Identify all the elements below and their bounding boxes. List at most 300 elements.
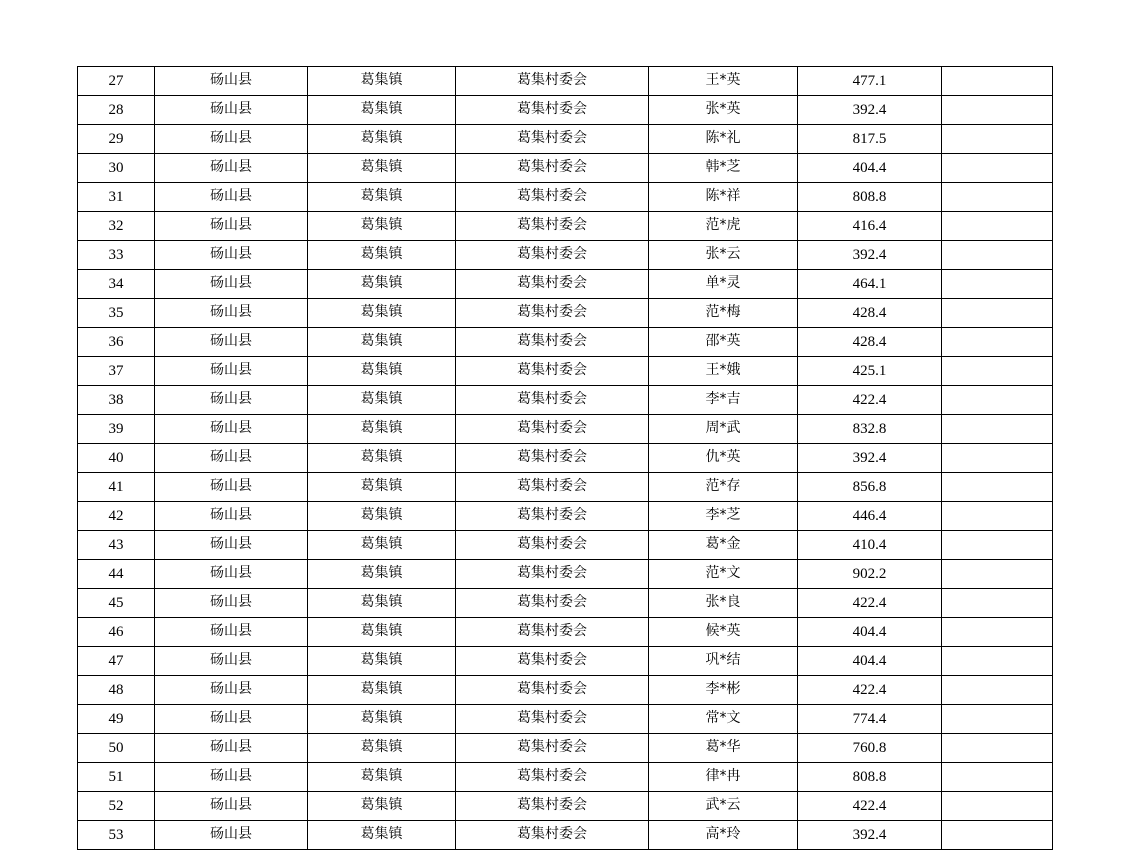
cell-amount <box>798 212 942 241</box>
cell-note <box>942 444 1053 473</box>
cell-text-name: 候*英 <box>705 623 741 640</box>
cell-note <box>942 589 1053 618</box>
table-row <box>78 473 1053 502</box>
cell-village <box>456 676 649 705</box>
cell-text-index: 51 <box>108 768 124 785</box>
cell-amount <box>798 241 942 270</box>
cell-text-name: 陈*祥 <box>705 188 741 205</box>
cell-text-village: 葛集村委会 <box>517 652 587 669</box>
cell-town <box>308 299 456 328</box>
cell-note <box>942 792 1053 821</box>
cell-text-village: 葛集村委会 <box>517 275 587 292</box>
cell-text-town: 葛集镇 <box>360 275 403 292</box>
cell-note <box>942 125 1053 154</box>
cell-amount <box>798 560 942 589</box>
cell-county <box>155 357 308 386</box>
cell-note <box>942 647 1053 676</box>
cell-name <box>649 241 798 270</box>
table-row <box>78 125 1053 154</box>
cell-text-town: 葛集镇 <box>360 449 403 466</box>
cell-text-amount: 446.4 <box>852 507 887 524</box>
cell-index <box>78 125 155 154</box>
cell-text-name: 范*文 <box>705 565 741 582</box>
table-row <box>78 705 1053 734</box>
cell-text-amount: 422.4 <box>852 391 887 408</box>
cell-village <box>456 502 649 531</box>
cell-text-county: 砀山县 <box>210 362 252 379</box>
cell-index <box>78 212 155 241</box>
cell-village <box>456 560 649 589</box>
cell-index <box>78 183 155 212</box>
cell-text-village: 葛集村委会 <box>517 246 587 263</box>
cell-text-index: 43 <box>108 536 124 553</box>
cell-village <box>456 821 649 850</box>
cell-county <box>155 212 308 241</box>
table-row <box>78 589 1053 618</box>
cell-text-town: 葛集镇 <box>360 536 403 553</box>
cell-index <box>78 734 155 763</box>
cell-text-town: 葛集镇 <box>360 710 403 727</box>
cell-amount <box>798 96 942 125</box>
cell-amount <box>798 357 942 386</box>
table-row <box>78 357 1053 386</box>
cell-amount <box>798 676 942 705</box>
cell-town <box>308 589 456 618</box>
cell-amount <box>798 647 942 676</box>
cell-village <box>456 386 649 415</box>
cell-index <box>78 96 155 125</box>
cell-text-amount: 760.8 <box>852 739 887 756</box>
cell-text-index: 44 <box>108 565 124 582</box>
cell-amount <box>798 618 942 647</box>
cell-text-county: 砀山县 <box>210 391 252 408</box>
cell-text-village: 葛集村委会 <box>517 826 587 843</box>
cell-note <box>942 96 1053 125</box>
cell-name <box>649 67 798 96</box>
cell-text-index: 36 <box>108 333 124 350</box>
cell-text-name: 李*吉 <box>705 391 741 408</box>
cell-note <box>942 299 1053 328</box>
cell-index <box>78 618 155 647</box>
cell-text-index: 34 <box>108 275 124 292</box>
cell-village <box>456 734 649 763</box>
cell-text-name: 张*良 <box>705 594 741 611</box>
cell-text-index: 32 <box>108 217 124 234</box>
cell-index <box>78 154 155 183</box>
cell-text-town: 葛集镇 <box>360 188 403 205</box>
cell-text-town: 葛集镇 <box>360 72 403 89</box>
cell-text-county: 砀山县 <box>210 304 252 321</box>
cell-note <box>942 618 1053 647</box>
table-row <box>78 386 1053 415</box>
cell-text-county: 砀山县 <box>210 420 252 437</box>
cell-county <box>155 560 308 589</box>
cell-village <box>456 792 649 821</box>
cell-text-village: 葛集村委会 <box>517 362 587 379</box>
table-row <box>78 676 1053 705</box>
cell-text-index: 42 <box>108 507 124 524</box>
cell-index <box>78 415 155 444</box>
cell-index <box>78 357 155 386</box>
cell-text-index: 49 <box>108 710 124 727</box>
cell-town <box>308 705 456 734</box>
cell-text-village: 葛集村委会 <box>517 797 587 814</box>
cell-name <box>649 415 798 444</box>
table-row <box>78 96 1053 125</box>
cell-text-name: 律*冉 <box>705 768 741 785</box>
cell-county <box>155 618 308 647</box>
cell-note <box>942 821 1053 850</box>
cell-text-town: 葛集镇 <box>360 362 403 379</box>
cell-text-village: 葛集村委会 <box>517 739 587 756</box>
cell-text-amount: 410.4 <box>852 536 887 553</box>
cell-name <box>649 96 798 125</box>
cell-text-index: 38 <box>108 391 124 408</box>
cell-text-town: 葛集镇 <box>360 681 403 698</box>
table-row <box>78 241 1053 270</box>
cell-name <box>649 821 798 850</box>
cell-text-amount: 392.4 <box>852 246 887 263</box>
cell-text-index: 41 <box>108 478 124 495</box>
cell-index <box>78 241 155 270</box>
cell-text-amount: 817.5 <box>852 130 887 147</box>
cell-amount <box>798 67 942 96</box>
cell-text-county: 砀山县 <box>210 449 252 466</box>
cell-county <box>155 67 308 96</box>
table-row <box>78 212 1053 241</box>
cell-index <box>78 67 155 96</box>
cell-text-town: 葛集镇 <box>360 304 403 321</box>
cell-village <box>456 531 649 560</box>
cell-note <box>942 154 1053 183</box>
cell-village <box>456 67 649 96</box>
cell-text-amount: 425.1 <box>852 362 887 379</box>
cell-index <box>78 502 155 531</box>
cell-text-town: 葛集镇 <box>360 246 403 263</box>
cell-note <box>942 183 1053 212</box>
cell-text-village: 葛集村委会 <box>517 681 587 698</box>
cell-county <box>155 415 308 444</box>
table-row <box>78 67 1053 96</box>
cell-text-town: 葛集镇 <box>360 217 403 234</box>
cell-town <box>308 676 456 705</box>
cell-text-name: 葛*金 <box>705 536 741 553</box>
cell-town <box>308 734 456 763</box>
cell-text-name: 范*虎 <box>705 217 741 234</box>
cell-name <box>649 125 798 154</box>
cell-text-village: 葛集村委会 <box>517 623 587 640</box>
cell-text-index: 30 <box>108 159 124 176</box>
cell-town <box>308 792 456 821</box>
cell-name <box>649 328 798 357</box>
cell-amount <box>798 792 942 821</box>
cell-text-town: 葛集镇 <box>360 130 403 147</box>
table-row <box>78 328 1053 357</box>
cell-village <box>456 444 649 473</box>
table-row <box>78 444 1053 473</box>
cell-name <box>649 763 798 792</box>
subsidy-table <box>77 66 1053 850</box>
cell-name <box>649 676 798 705</box>
cell-text-village: 葛集村委会 <box>517 130 587 147</box>
table-row <box>78 502 1053 531</box>
cell-text-index: 50 <box>108 739 124 756</box>
cell-town <box>308 96 456 125</box>
cell-amount <box>798 821 942 850</box>
cell-index <box>78 270 155 299</box>
cell-text-amount: 404.4 <box>852 159 887 176</box>
cell-index <box>78 589 155 618</box>
cell-village <box>456 473 649 502</box>
cell-text-county: 砀山县 <box>210 333 252 350</box>
cell-county <box>155 734 308 763</box>
cell-text-village: 葛集村委会 <box>517 478 587 495</box>
cell-text-town: 葛集镇 <box>360 826 403 843</box>
cell-text-name: 韩*芝 <box>705 159 741 176</box>
cell-name <box>649 473 798 502</box>
cell-index <box>78 328 155 357</box>
cell-county <box>155 183 308 212</box>
cell-note <box>942 705 1053 734</box>
cell-index <box>78 531 155 560</box>
cell-text-index: 27 <box>108 72 124 89</box>
cell-text-town: 葛集镇 <box>360 739 403 756</box>
cell-text-county: 砀山县 <box>210 681 252 698</box>
cell-text-county: 砀山县 <box>210 188 252 205</box>
cell-text-amount: 422.4 <box>852 797 887 814</box>
cell-text-village: 葛集村委会 <box>517 565 587 582</box>
cell-county <box>155 821 308 850</box>
cell-county <box>155 154 308 183</box>
cell-text-village: 葛集村委会 <box>517 188 587 205</box>
cell-village <box>456 183 649 212</box>
cell-text-name: 高*玲 <box>705 826 741 843</box>
cell-text-town: 葛集镇 <box>360 391 403 408</box>
cell-town <box>308 270 456 299</box>
cell-text-county: 砀山县 <box>210 536 252 553</box>
cell-note <box>942 763 1053 792</box>
cell-text-amount: 404.4 <box>852 652 887 669</box>
cell-amount <box>798 531 942 560</box>
cell-town <box>308 212 456 241</box>
table-row <box>78 734 1053 763</box>
cell-text-county: 砀山县 <box>210 217 252 234</box>
cell-town <box>308 125 456 154</box>
cell-county <box>155 763 308 792</box>
cell-village <box>456 328 649 357</box>
cell-town <box>308 328 456 357</box>
cell-text-index: 53 <box>108 826 124 843</box>
cell-note <box>942 270 1053 299</box>
cell-text-county: 砀山县 <box>210 507 252 524</box>
cell-text-village: 葛集村委会 <box>517 333 587 350</box>
cell-text-index: 48 <box>108 681 124 698</box>
cell-index <box>78 444 155 473</box>
cell-text-amount: 774.4 <box>852 710 887 727</box>
cell-text-amount: 404.4 <box>852 623 887 640</box>
cell-text-name: 范*梅 <box>705 304 741 321</box>
cell-name <box>649 212 798 241</box>
cell-county <box>155 328 308 357</box>
cell-county <box>155 299 308 328</box>
cell-amount <box>798 444 942 473</box>
cell-amount <box>798 125 942 154</box>
cell-index <box>78 473 155 502</box>
cell-amount <box>798 473 942 502</box>
cell-text-town: 葛集镇 <box>360 768 403 785</box>
cell-text-village: 葛集村委会 <box>517 768 587 785</box>
cell-town <box>308 444 456 473</box>
cell-text-name: 张*英 <box>705 101 741 118</box>
cell-text-village: 葛集村委会 <box>517 507 587 524</box>
cell-note <box>942 328 1053 357</box>
cell-village <box>456 705 649 734</box>
cell-text-index: 28 <box>108 101 124 118</box>
cell-text-village: 葛集村委会 <box>517 420 587 437</box>
cell-text-county: 砀山县 <box>210 710 252 727</box>
cell-text-village: 葛集村委会 <box>517 449 587 466</box>
cell-text-county: 砀山县 <box>210 101 252 118</box>
cell-town <box>308 531 456 560</box>
cell-text-amount: 392.4 <box>852 101 887 118</box>
cell-text-name: 葛*华 <box>705 739 741 756</box>
cell-village <box>456 154 649 183</box>
cell-town <box>308 67 456 96</box>
cell-name <box>649 618 798 647</box>
cell-text-county: 砀山县 <box>210 72 252 89</box>
cell-text-town: 葛集镇 <box>360 478 403 495</box>
cell-amount <box>798 328 942 357</box>
cell-name <box>649 502 798 531</box>
cell-text-town: 葛集镇 <box>360 797 403 814</box>
cell-text-village: 葛集村委会 <box>517 594 587 611</box>
cell-text-amount: 808.8 <box>852 768 887 785</box>
cell-name <box>649 386 798 415</box>
cell-index <box>78 705 155 734</box>
cell-amount <box>798 299 942 328</box>
cell-text-county: 砀山县 <box>210 623 252 640</box>
cell-county <box>155 792 308 821</box>
cell-amount <box>798 502 942 531</box>
cell-text-index: 37 <box>108 362 124 379</box>
cell-town <box>308 821 456 850</box>
cell-note <box>942 212 1053 241</box>
cell-town <box>308 502 456 531</box>
cell-text-name: 巩*结 <box>705 652 741 669</box>
cell-county <box>155 705 308 734</box>
cell-town <box>308 154 456 183</box>
cell-text-village: 葛集村委会 <box>517 391 587 408</box>
cell-village <box>456 270 649 299</box>
cell-name <box>649 792 798 821</box>
cell-village <box>456 125 649 154</box>
cell-village <box>456 241 649 270</box>
table-row <box>78 763 1053 792</box>
cell-amount <box>798 183 942 212</box>
cell-text-index: 45 <box>108 594 124 611</box>
cell-text-name: 单*灵 <box>705 275 741 292</box>
cell-text-county: 砀山县 <box>210 246 252 263</box>
cell-note <box>942 531 1053 560</box>
cell-text-county: 砀山县 <box>210 594 252 611</box>
cell-note <box>942 473 1053 502</box>
table-row <box>78 792 1053 821</box>
cell-town <box>308 763 456 792</box>
cell-text-name: 张*云 <box>705 246 741 263</box>
cell-note <box>942 386 1053 415</box>
cell-village <box>456 618 649 647</box>
cell-text-amount: 392.4 <box>852 449 887 466</box>
table-row <box>78 560 1053 589</box>
cell-text-county: 砀山县 <box>210 478 252 495</box>
cell-text-town: 葛集镇 <box>360 101 403 118</box>
cell-amount <box>798 415 942 444</box>
cell-village <box>456 212 649 241</box>
cell-text-name: 王*娥 <box>705 362 741 379</box>
cell-text-name: 仇*英 <box>705 449 741 466</box>
cell-county <box>155 386 308 415</box>
cell-text-town: 葛集镇 <box>360 420 403 437</box>
cell-text-county: 砀山县 <box>210 739 252 756</box>
cell-name <box>649 183 798 212</box>
cell-text-name: 陈*礼 <box>705 130 741 147</box>
table-row <box>78 821 1053 850</box>
cell-text-county: 砀山县 <box>210 652 252 669</box>
cell-text-county: 砀山县 <box>210 159 252 176</box>
cell-text-amount: 477.1 <box>852 72 887 89</box>
table-row <box>78 531 1053 560</box>
cell-text-village: 葛集村委会 <box>517 217 587 234</box>
cell-note <box>942 560 1053 589</box>
cell-index <box>78 560 155 589</box>
cell-index <box>78 676 155 705</box>
cell-text-index: 29 <box>108 130 124 147</box>
table-row <box>78 647 1053 676</box>
cell-name <box>649 270 798 299</box>
cell-text-amount: 856.8 <box>852 478 887 495</box>
cell-amount <box>798 734 942 763</box>
cell-county <box>155 473 308 502</box>
cell-county <box>155 270 308 299</box>
cell-text-amount: 428.4 <box>852 304 887 321</box>
cell-text-index: 40 <box>108 449 124 466</box>
cell-text-village: 葛集村委会 <box>517 72 587 89</box>
cell-name <box>649 560 798 589</box>
table-row <box>78 270 1053 299</box>
cell-name <box>649 299 798 328</box>
cell-text-index: 47 <box>108 652 124 669</box>
cell-note <box>942 734 1053 763</box>
cell-name <box>649 705 798 734</box>
cell-village <box>456 96 649 125</box>
cell-text-amount: 416.4 <box>852 217 887 234</box>
cell-text-village: 葛集村委会 <box>517 710 587 727</box>
cell-amount <box>798 270 942 299</box>
cell-text-name: 王*英 <box>705 72 741 89</box>
cell-text-town: 葛集镇 <box>360 594 403 611</box>
cell-name <box>649 531 798 560</box>
cell-text-town: 葛集镇 <box>360 565 403 582</box>
cell-amount <box>798 763 942 792</box>
cell-name <box>649 647 798 676</box>
cell-text-amount: 422.4 <box>852 681 887 698</box>
cell-index <box>78 647 155 676</box>
cell-town <box>308 183 456 212</box>
cell-text-amount: 428.4 <box>852 333 887 350</box>
cell-text-name: 邵*英 <box>705 333 741 350</box>
cell-text-index: 33 <box>108 246 124 263</box>
cell-amount <box>798 589 942 618</box>
